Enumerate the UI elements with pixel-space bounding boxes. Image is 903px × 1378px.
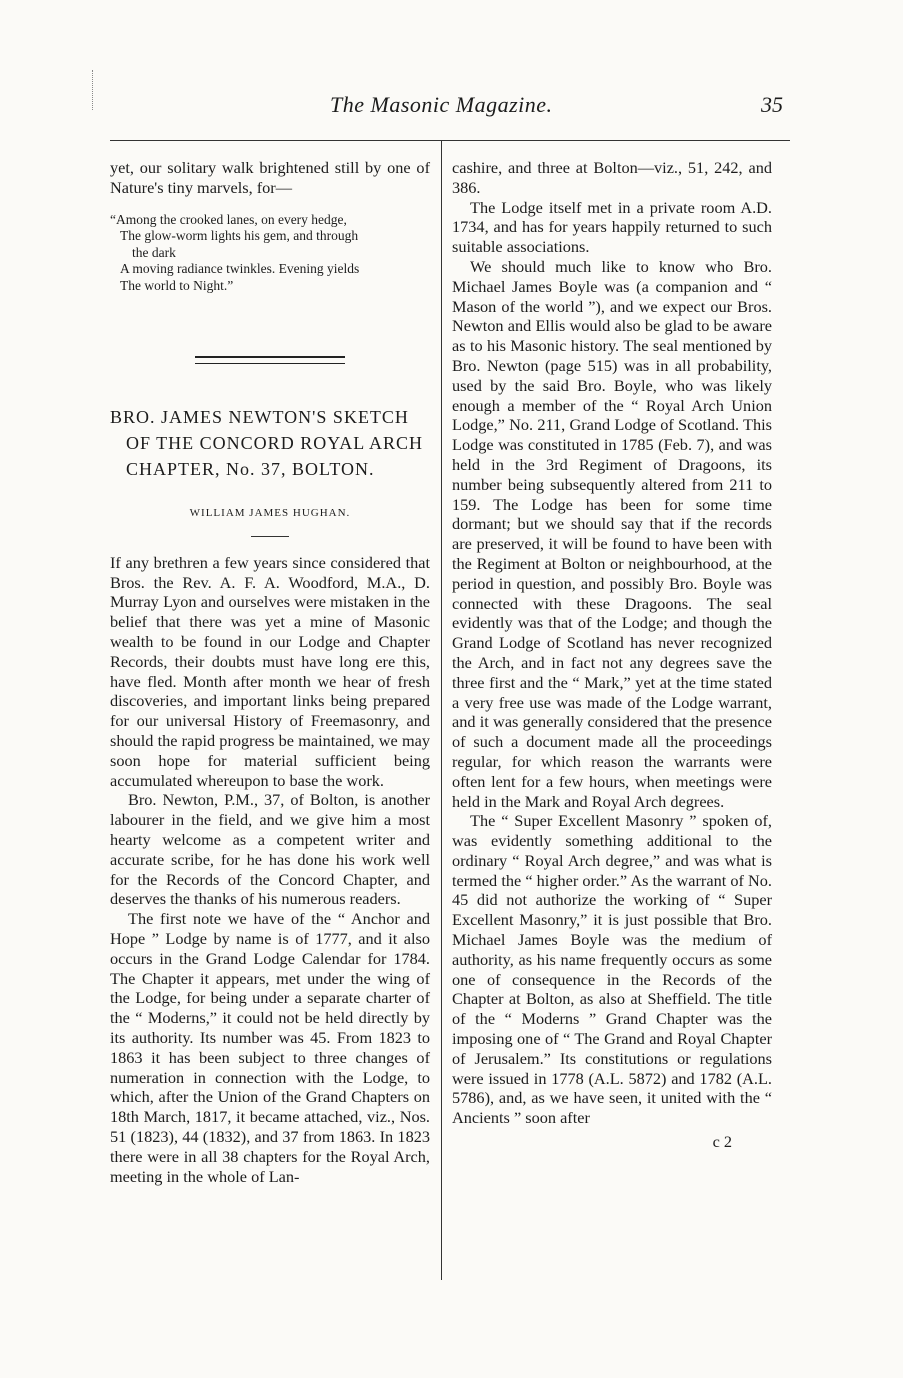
paragraph: The “ Super Excellent Masonry ” spoken of, was evidently something additional to the ordinary “ Royal Arch degree,” and was what is termed the “ higher order.” As the warrant of No. 45 did not authorize the working of “ Super Excellent Masonry,” it is just possible that Bro. Michael James Boyle was the medium of authority, as his name frequently occurs as some one of consequence in the Records of the Chapter at Bolton, as also at Sheffield. The title of the “ Moderns ” Grand Chapter was the imposing one of “ The Grand and Royal Chapter of Jerusalem.” Its constitutions or regulations were issued in 1778 (A.L. 5872) and 1782 (A.L. 5786), and, as we have seen, it united with the “ Ancients ” soon after: [452, 811, 772, 1128]
poem-line: The glow-worm lights his gem, and through: [120, 228, 359, 244]
signature-mark: c 2: [712, 1132, 732, 1152]
column-rule: [441, 140, 442, 1280]
paragraph: The first note we have of the “ Anchor and Hope ” Lodge by name is of 1777, and it also occurs in the Grand Lodge Calendar for 1784. The Chapter it appears, met under the wing of the Lodge, for being under a separate charter of the “ Moderns,” it could not be held directly by its authority. Its number was 45. From 1823 to 1863 it has been subject to three changes of numeration in connection with the Lodge, to which, after the Union of the Grand Chapters on 18th March, 1817, it became attached, viz., Nos. 51 (1823), 44 (1832), and 37 from 1863. In 1823 there were in all 38 chapters for the Royal Arch, meeting in the whole of Lan-: [110, 909, 430, 1186]
paragraph: cashire, and three at Bolton—viz., 51, 242, and 386.: [452, 158, 772, 197]
paragraph: If any brethren a few years since considered that Bros. the Rev. A. F. A. Woodford, M.A., D. Murray Lyon and ourselves were mistaken in the belief that there was yet a mine of Masonic wealth to be found in our Lodge and Chapter Records, their doubts must have long ere this, have fled. Month after month we hear of fresh discoveries, and important links being prepared for our universal History of Freemasonry, and should the rapid progress be maintained, we may soon hope for material sufficient being accumulated whereupon to base the work.: [110, 552, 430, 790]
poem: [110, 212, 430, 295]
paragraph: Bro. Newton, P.M., 37, of Bolton, is another labourer in the field, and we give him a most hearty welcome as a competent writer and accurate scribe, for he has done his work well for the Records of the Concord Chapter, and deserves the thanks of his numerous readers.: [110, 790, 430, 909]
right-column: [452, 158, 772, 1152]
page-number: 35: [761, 92, 783, 117]
paragraph: We should much like to know who Bro. Michael James Boyle was (a companion and “ Mason of the world ”), and we expect our Bros. Newton and Ellis would also be glad to be aware as to his Masonic history. The seal mentioned by Bro. Newton (page 515) was in all probability, used by the said Bro. Boyle, who was likely enough a member of the “ Royal Arch Union Lodge,” No. 211, Grand Lodge of Scotland. This Lodge was constituted in 1785 (Feb. 7), and was held in the 3rd Regiment of Dragoons, its number being subsequently altered from 211 to 159. The Lodge has been for some time dormant; but we should say that if the records are preserved, it will be found to have been with the Regiment at Bolton or neighbourhood, at the period in question, and possibly Bro. Boyle was connected with these Dragoons. The seal evidently was that of the Lodge; and though the Grand Lodge of Scotland has never recognized the Arch, and in fact not any degrees save the three first and the “ Mark,” yet at the time stated a very free use was made of the Lodge warrant, and it was generally considered that the presence of such a document made all the proceedings regular, for which reason the warrants were often lent for a few hours, when meetings were held in the Mark and Royal Arch degrees.: [452, 256, 772, 811]
poem-line: the dark: [132, 244, 176, 260]
byline-rule: [251, 536, 289, 537]
running-title: The Masonic Magazine.: [330, 92, 553, 117]
author-byline: WILLIAM JAMES HUGHAN.: [189, 507, 351, 520]
poem-line: “Among the crooked lanes, on every hedge,: [110, 211, 347, 227]
poem-line: A moving radiance twinkles. Evening yields: [120, 261, 360, 277]
poem-line: The world to Night.”: [120, 277, 234, 293]
paragraph: The Lodge itself met in a private room A.D. 1734, and has for years happily returned to such suitable associations.: [452, 197, 772, 257]
article-title: [110, 404, 430, 482]
header-rule: [110, 140, 790, 141]
title-line: OF THE CONCORD ROYAL ARCH: [126, 433, 424, 454]
section-divider: [195, 356, 345, 364]
margin-marks: [92, 70, 95, 110]
title-line: BRO. JAMES NEWTON'S SKETCH: [110, 407, 409, 428]
intro-text: yet, our solitary walk brightened still by one of Nature's tiny marvels, for—: [110, 158, 430, 197]
title-line: CHAPTER, No. 37, BOLTON.: [126, 459, 375, 480]
left-column: [110, 158, 430, 1186]
